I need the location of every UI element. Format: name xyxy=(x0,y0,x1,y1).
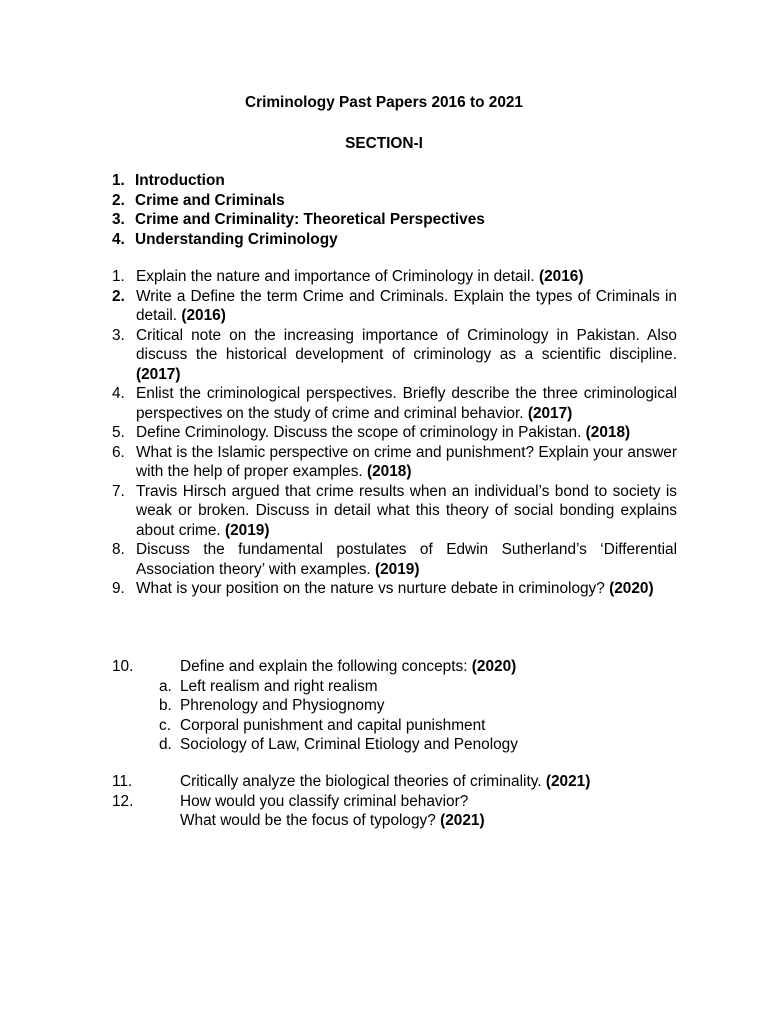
question-year: (2019) xyxy=(224,521,270,539)
sub-item xyxy=(112,696,677,716)
question-number: 10. xyxy=(112,658,134,675)
question-number: 9. xyxy=(112,580,125,597)
question-item xyxy=(112,792,677,812)
question-text: What is the Islamic perspective on crime and punishment? Explain your answer with the help of proper examples. xyxy=(136,443,677,480)
question-number: 7. xyxy=(112,482,125,500)
question-text: Enlist the criminological perspectives. Briefly describe the three criminological perspectives on the study of crime and criminal behavior. xyxy=(136,385,677,422)
question-item xyxy=(112,579,677,599)
question-item xyxy=(112,443,677,482)
question-text: Define and explain the following concepts: xyxy=(180,658,468,675)
question-text: Write a Define the term Crime and Criminals. Explain the types of Criminals in detail. xyxy=(136,287,677,324)
topic-item xyxy=(112,230,692,250)
topic-list xyxy=(112,171,692,249)
question-number: 12. xyxy=(112,792,134,810)
question-text: Travis Hirsch argued that crime results when an individual’s bond to society is weak or broken. Discuss in detail what this theory of social bonding explains about crime. xyxy=(136,482,677,539)
question-year: (2020) xyxy=(609,580,654,597)
question-item xyxy=(112,482,677,541)
sub-item-letter: a. xyxy=(159,677,172,695)
sub-item-text: Sociology of Law, Criminal Etiology and Penology xyxy=(180,736,518,753)
question-item xyxy=(112,540,677,579)
question-11-12-block xyxy=(112,772,677,831)
question-year: (2018) xyxy=(585,424,631,441)
section-heading: SECTION-I xyxy=(345,135,423,152)
sub-item-letter: c. xyxy=(159,716,171,734)
question-text: What is your position on the nature vs nurture debate in criminology? xyxy=(136,580,605,597)
topic-item xyxy=(112,210,692,230)
question-text: How would you classify criminal behavior? xyxy=(180,792,469,810)
question-year: (2018) xyxy=(367,463,412,480)
question-item xyxy=(112,772,677,792)
topic-text: Understanding Criminology xyxy=(135,230,338,248)
question-year: (2021) xyxy=(545,773,591,790)
question-number: 3. xyxy=(112,326,125,344)
question-text: Explain the nature and importance of Criminology in detail. xyxy=(136,268,535,285)
topic-text: Crime and Criminality: Theoretical Perspectives xyxy=(135,211,485,228)
sub-item xyxy=(112,677,677,697)
topic-number: 1. xyxy=(112,172,125,189)
question-text: Discuss the fundamental postulates of Edwin Sutherland’s ‘Differential Association theory’ with examples. xyxy=(136,541,677,578)
sub-item-text: Left realism and right realism xyxy=(180,677,378,695)
question-year: (2019) xyxy=(374,560,420,578)
question-text: Define Criminology. Discuss the scope of criminology in Pakistan. xyxy=(136,424,582,441)
sub-item xyxy=(112,716,677,736)
question-text: Critically analyze the biological theories of criminality. xyxy=(180,773,542,790)
document-title: Criminology Past Papers 2016 to 2021 xyxy=(244,94,523,111)
question-year: (2016) xyxy=(181,307,226,324)
question-text: Critical note on the increasing importance of Criminology in Pakistan. Also discuss the historical development of criminology as a scientific discipline. xyxy=(136,326,677,363)
question-text-wrap xyxy=(180,772,590,792)
question-item xyxy=(112,657,677,677)
question-text: What would be the focus of typology? xyxy=(180,812,436,829)
topic-item xyxy=(112,191,692,211)
sub-item-list xyxy=(112,677,677,755)
question-year: (2021) xyxy=(440,812,485,829)
question-10-block xyxy=(112,657,677,755)
question-year: (2020) xyxy=(471,658,517,675)
question-number: 1. xyxy=(112,268,125,285)
topic-item xyxy=(112,171,692,191)
question-item xyxy=(112,423,677,443)
sub-item xyxy=(112,735,677,755)
sub-item-text: Corporal punishment and capital punishment xyxy=(180,716,486,734)
question-number: 2. xyxy=(112,287,125,305)
topic-text: Crime and Criminals xyxy=(135,191,285,209)
question-text-wrap xyxy=(180,657,516,677)
question-continuation xyxy=(112,811,677,831)
question-item xyxy=(112,287,677,326)
question-number: 8. xyxy=(112,541,125,558)
topic-number: 2. xyxy=(112,191,125,209)
sub-item-letter: b. xyxy=(159,697,172,714)
question-number: 4. xyxy=(112,385,125,402)
question-number: 6. xyxy=(112,443,125,461)
question-item xyxy=(112,326,677,385)
topic-number: 3. xyxy=(112,211,125,228)
question-year: (2016) xyxy=(538,268,584,285)
question-item xyxy=(112,267,677,287)
question-year: (2017) xyxy=(527,404,573,422)
question-number: 11. xyxy=(112,773,133,790)
question-number: 5. xyxy=(112,424,125,441)
sub-item-letter: d. xyxy=(159,736,172,753)
topic-number: 4. xyxy=(112,230,125,248)
question-year: (2017) xyxy=(136,365,181,383)
topic-text: Introduction xyxy=(135,172,225,189)
question-list xyxy=(112,267,677,599)
sub-item-text: Phrenology and Physiognomy xyxy=(180,697,385,714)
question-item xyxy=(112,384,677,423)
